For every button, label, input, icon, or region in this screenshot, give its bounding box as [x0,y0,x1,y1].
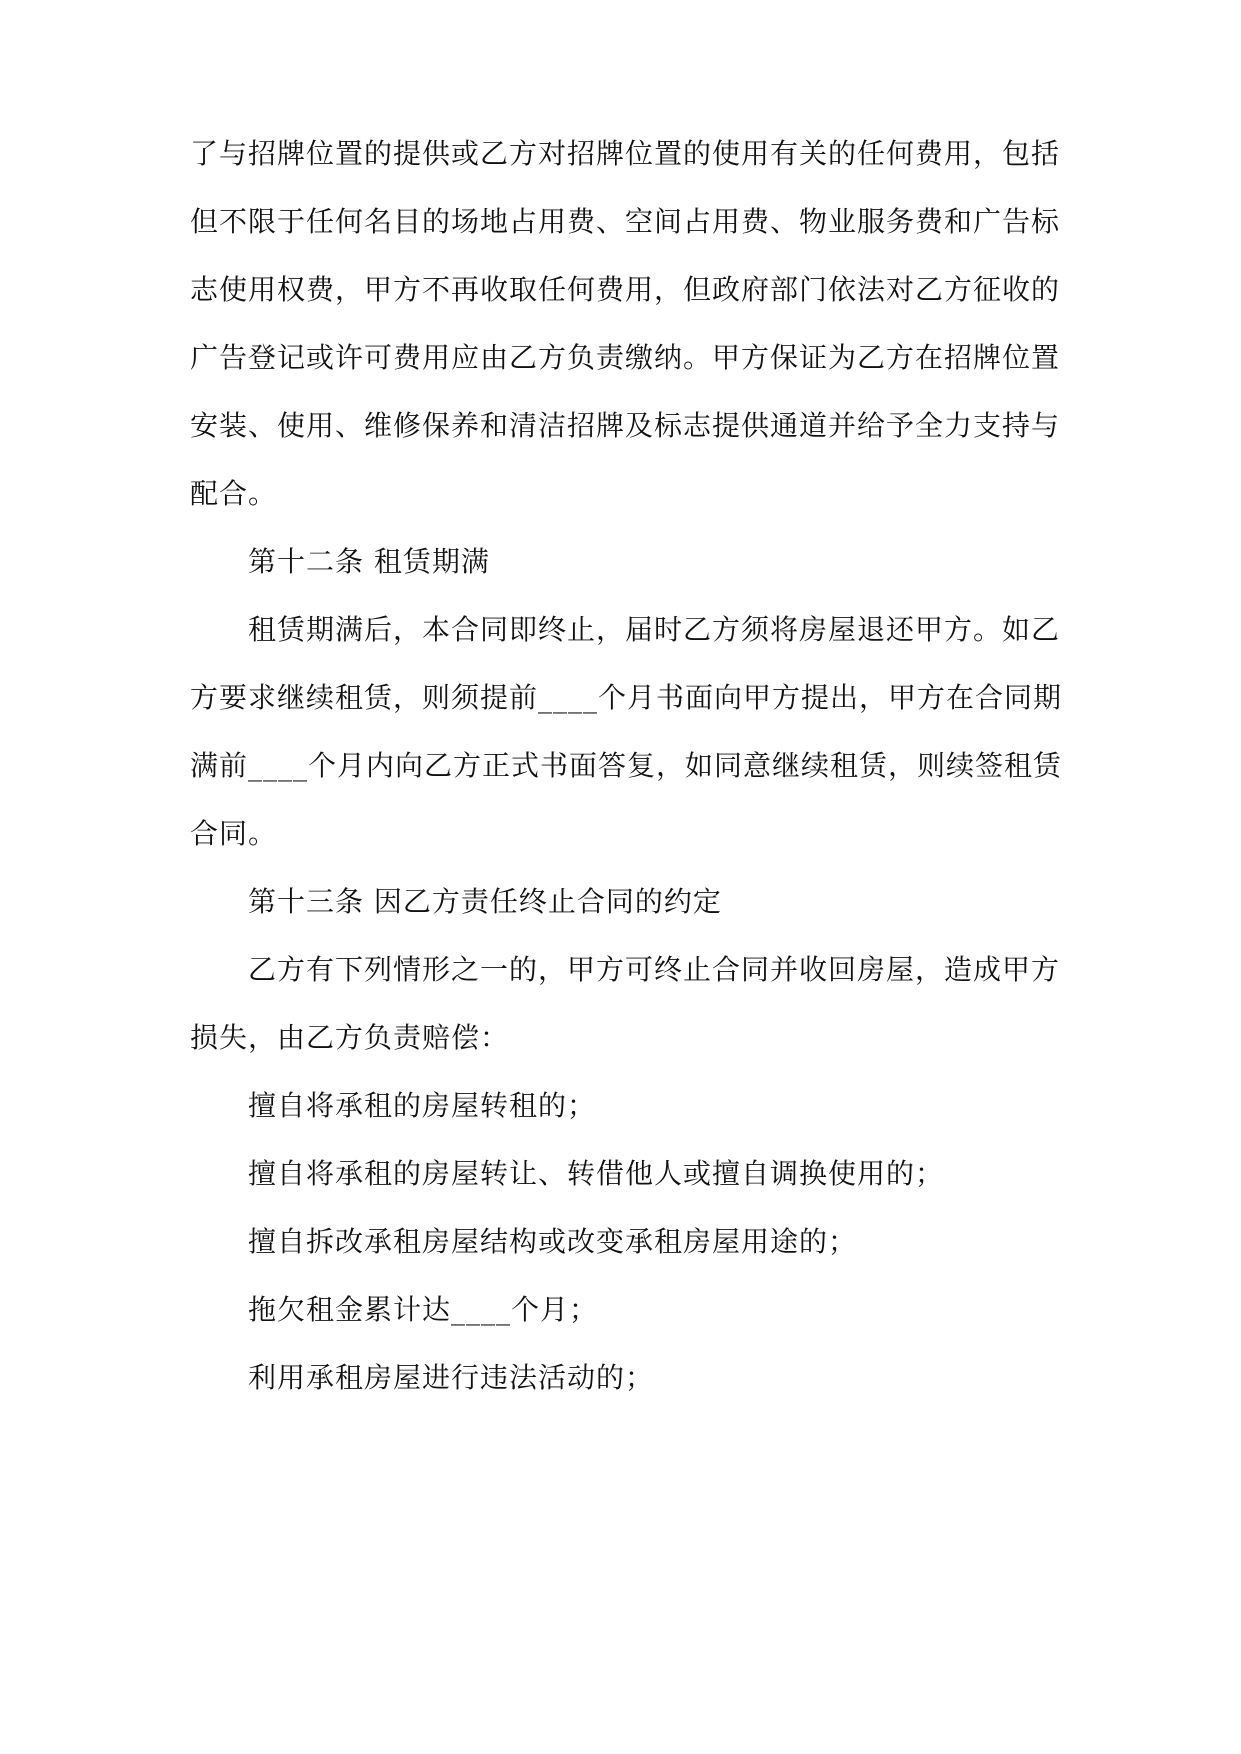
text-line: 乙方有下列情形之一的，甲方可终止合同并收回房屋，造成甲方 [248,953,1061,986]
text-line: 方要求继续租赁，则须提前____个月书面向甲方提出，甲方在合同期 [190,681,1063,714]
list-item: 拖欠租金累计达____个月； [248,1293,599,1326]
list-item: 利用承租房屋进行违法活动的； [248,1361,655,1394]
text-line: 安装、使用、维修保养和清洁招牌及标志提供通道并给予全力支持与 [190,409,1061,442]
text-line: 满前____个月内向乙方正式书面答复，如同意继续租赁，则续签租赁 [190,749,1063,782]
text-line: 损失，由乙方负责赔偿： [190,1021,510,1054]
text-line: 志使用权费，甲方不再收取任何费用，但政府部门依法对乙方征收的 [190,273,1061,306]
list-item: 擅自拆改承租房屋结构或改变承租房屋用途的； [248,1225,858,1258]
section-heading: 第十二条 租赁期满 [248,545,490,578]
text-line: 了与招牌位置的提供或乙方对招牌位置的使用有关的任何费用，包括 [190,137,1061,170]
text-line: 合同。 [190,817,278,850]
text-line: 广告登记或许可费用应由乙方负责缴纳。甲方保证为乙方在招牌位置 [190,341,1061,374]
list-item: 擅自将承租的房屋转让、转借他人或擅自调换使用的； [248,1157,945,1190]
text-line: 但不限于任何名目的场地占用费、空间占用费、物业服务费和广告标 [190,205,1061,238]
text-line: 配合。 [190,477,278,510]
section-heading: 第十三条 因乙方责任终止合同的约定 [248,885,722,918]
list-item: 擅自将承租的房屋转租的； [248,1089,597,1122]
text-line: 租赁期满后，本合同即终止，届时乙方须将房屋退还甲方。如乙 [248,613,1061,646]
